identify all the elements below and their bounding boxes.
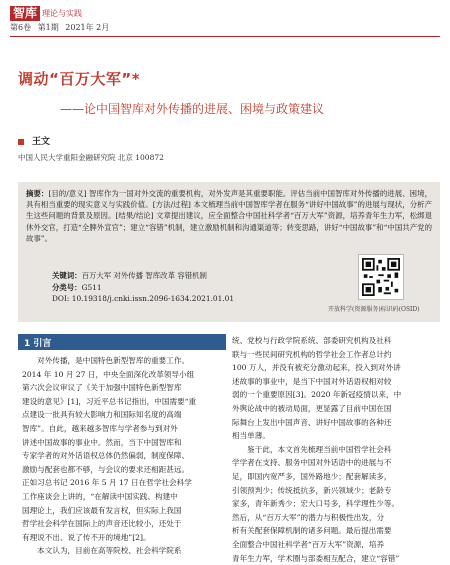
osid-caption: 开放科学(资源服务)标识码(OSID): [328, 304, 420, 313]
issue-date: 2021年 2月: [65, 23, 109, 32]
author-name: 王文: [32, 137, 50, 147]
text-line: 建设的意见》[1]，习近平总书记指出，中国需要“重: [22, 395, 222, 409]
text-line: 足，即国内宽严多，国外路地少；配套解读多，: [232, 470, 432, 484]
text-line: 讲述中国故事的事业中。然而，当下中国智库和: [22, 436, 222, 450]
text-line: 第六次会议审议了《关于加强中国特色新型智库: [22, 381, 222, 395]
text-line: 哲学社会科学在国际上的声音还比较小，还处于: [22, 517, 222, 531]
text-line: 弱的一个重要原因[3]。2020 年新冠疫情以来，中: [232, 388, 432, 402]
text-line: 点建设一批具有较大影响力和国际知名度的高端: [22, 408, 222, 422]
header-divider: [10, 36, 440, 37]
abstract-box: [18, 182, 440, 322]
text-line: 2014 年 10 月 27 日，中央全面深化改革领导小组: [22, 368, 222, 382]
doi-line: DOI: 10.19318/j.cnki.issn.2096-1634.2021.01.01: [52, 294, 234, 303]
classification-line: [52, 282, 102, 293]
issue-info: [10, 22, 113, 33]
text-line: 述故事的事业中，是当下中国对外话语权相对较: [232, 375, 432, 389]
text-line: 智库”。自此，越来越多智库与学者参与到对外: [22, 422, 222, 436]
text-line: 工作座谈会上讲的，“在解读中国实践、构建中: [22, 490, 222, 504]
text-line: 统、党校与行政学院系统、部委研究机构及社科: [232, 334, 432, 348]
text-line: 青年生力军，学术圈与部委相互配合，建立“容错”: [232, 552, 432, 565]
text-line: 学学者在支持、服务中国对外话语中的进展与不: [232, 456, 432, 470]
author: [18, 134, 50, 147]
text-line: 有理说不出、说了传不开的境地”[2]。: [22, 531, 222, 545]
text-line: 际舞台上发出中国声音、讲好中国故事的各种还: [232, 416, 432, 430]
qr-code-icon: [358, 254, 404, 300]
text-line: 相当单薄。: [232, 429, 432, 443]
article-title: 调动“百万大军”*: [18, 68, 140, 89]
keywords-line: [52, 270, 207, 281]
journal-logo: [10, 6, 82, 21]
section-heading: 1 引言: [24, 336, 51, 349]
text-line: 专家学者的对外话语权总体仍然偏弱，制度保障、: [22, 449, 222, 463]
text-line: 然后，从“百万大军”的潜力与积极性出发，分: [232, 511, 432, 525]
abstract-label: 摘要：: [26, 189, 48, 198]
text-line: 引领预判少；传统抵抗多，新兴领域少；老龄专: [232, 484, 432, 498]
text-line: 全面整合中国社科学者“百万大军”资源，培养: [232, 538, 432, 552]
text-line: 本文认为，目前在高等院校、社会科学院系: [22, 544, 222, 558]
right-column: [232, 334, 432, 565]
classification-label: 分类号：: [52, 283, 82, 292]
keywords: 百万大军 对外传播 智库改革 容错机制: [82, 271, 207, 280]
keywords-label: 关键词：: [52, 271, 82, 280]
qr-code-graphic: [362, 258, 400, 296]
text-line: 家多，青年新秀少；宏大口号多，科学理性少等。: [232, 497, 432, 511]
text-line: 外舆论战中的被动局面，更显露了目前中国在国: [232, 402, 432, 416]
section-heading-bar: [18, 334, 226, 350]
volume: 第6卷: [10, 23, 31, 32]
logo-sub-text: 理论与实践: [42, 8, 82, 19]
author-marker-icon: [18, 139, 24, 145]
abstract-body: [目的/意义] 智库作为一国对外交流的重要机构，对外发声是其重要职能。评估当前中国智库对外传播的进展、困境，具有相当重要的现实意义与实践价值。[方法/过程] 本文梳理当前中国智库学者在服务“讲好中国故事”的进展与现状，分析产生这些问题的背景及原因。[结果/结论] 文章提出建议，应全面整合中国社科学者“百万大军”资源，培养青年生力军，松绑退休外交官，打造“全脾外宣官”；建立“容错”机制，建立激励机制和沟通渠道等；转变思路，讲好“中国故事”和“中国共产党的故事”。: [26, 189, 432, 243]
journal-header: [10, 6, 440, 36]
article-subtitle: ——论中国智库对外传播的进展、困境与政策建议: [60, 100, 324, 117]
logo-main-text: 智库: [10, 6, 40, 21]
text-line: 激励与配套也都不够，与会议的要求还相距甚远。: [22, 463, 222, 477]
classification-value: G511: [82, 283, 102, 292]
text-line: 联与一些民间研究机构的哲学社会工作者总计约: [232, 348, 432, 362]
abstract-text: [26, 188, 432, 244]
affiliation: 中国人民大学重阳金融研究院 北京 100872: [18, 152, 164, 163]
left-column: [22, 354, 222, 558]
text-line: 析有关配套保障机制的诸多问题。最后提出需要: [232, 524, 432, 538]
text-line: 对外传播，是中国特色新型智库的重要工作。: [22, 354, 222, 368]
issue-number: 第1期: [38, 23, 59, 32]
text-line: 国理论上，我们应该最有发言权，但实际上我国: [22, 504, 222, 518]
text-line: 正如习总书记 2016 年 5 月 17 日在哲学社会科学: [22, 476, 222, 490]
text-line: 100 万人，并没有被充分激动起来，投入到对外讲: [232, 361, 432, 375]
text-line: 鉴于此，本文首先梳理当前中国哲学社会科: [232, 443, 432, 457]
